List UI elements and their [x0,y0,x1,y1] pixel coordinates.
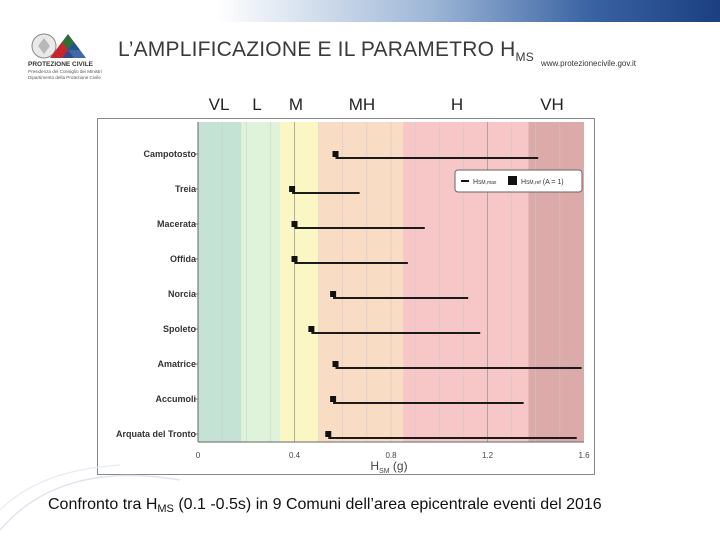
category-label: Treia [174,184,196,194]
level-label-mh: MH [348,95,376,114]
caption-subscript: MS [157,503,174,515]
caption-prefix: Confronto tra H [48,496,158,513]
slide-title-subscript: MS [515,50,534,64]
band-m [280,122,319,442]
hsm-ref-marker [308,326,314,332]
level-label-vl: VL [208,95,230,114]
header-bar [0,0,720,22]
svg-text:Dipartimento della Protezione: Dipartimento della Protezione Civile [28,75,101,80]
category-label: Campotosto [143,149,196,159]
slide-title-main: L’AMPLIFICAZIONE E IL PARAMETRO H [118,38,516,61]
category-label: Arquata del Tronto [115,429,196,439]
x-tick-label: 0.8 [385,451,397,460]
slide-caption [48,496,602,514]
decorative-curves [0,440,180,540]
slide-title [118,38,534,62]
x-tick-label: 1.6 [578,451,590,460]
level-label-l: L [252,95,262,114]
svg-text:PROTEZIONE CIVILE: PROTEZIONE CIVILE [28,61,94,68]
legend-ref-label: HSM,ref (A = 1) [521,179,564,186]
legend-max-label: HSM,max [473,179,497,186]
category-label: Accumoli [155,394,196,404]
x-axis-label: $H_{SM}$ (g) [370,459,408,475]
hsm-comparison-chart [97,118,597,476]
hsm-ref-marker [333,151,339,157]
caption-suffix: (0.1 -0.5s) in 9 Comuni dell’area epicentrale eventi del 2016 [173,496,602,513]
level-label-vh: VH [540,95,564,114]
category-label: Spoleto [163,324,196,334]
site-url: www.protezionecivile.gov.it [541,59,637,68]
x-tick-label: 0 [195,451,201,460]
hsm-ref-marker [325,431,331,437]
category-label: Norcia [167,289,196,299]
band-mh [319,122,403,442]
x-tick-label: 0.4 [288,451,301,460]
hsm-ref-marker [330,291,336,297]
svg-text:Presidenza del Consiglio dei M: Presidenza del Consiglio dei Ministri [28,69,102,74]
legend-ref-swatch [508,176,517,185]
hsm-ref-marker [292,256,298,262]
protezione-civile-logo [22,28,122,84]
category-label: Macerata [156,219,196,229]
hsm-ref-marker [333,361,339,367]
hsm-ref-marker [292,221,298,227]
band-vl [198,122,241,442]
category-label: Offida [170,254,196,264]
category-label: Amatrice [157,359,196,369]
level-label-m: M [288,95,304,114]
hsm-ref-marker [330,396,336,402]
band-l [241,122,280,442]
x-tick-label: 1.2 [481,451,494,460]
hsm-ref-marker [289,186,295,192]
level-label-h: H [450,95,464,114]
